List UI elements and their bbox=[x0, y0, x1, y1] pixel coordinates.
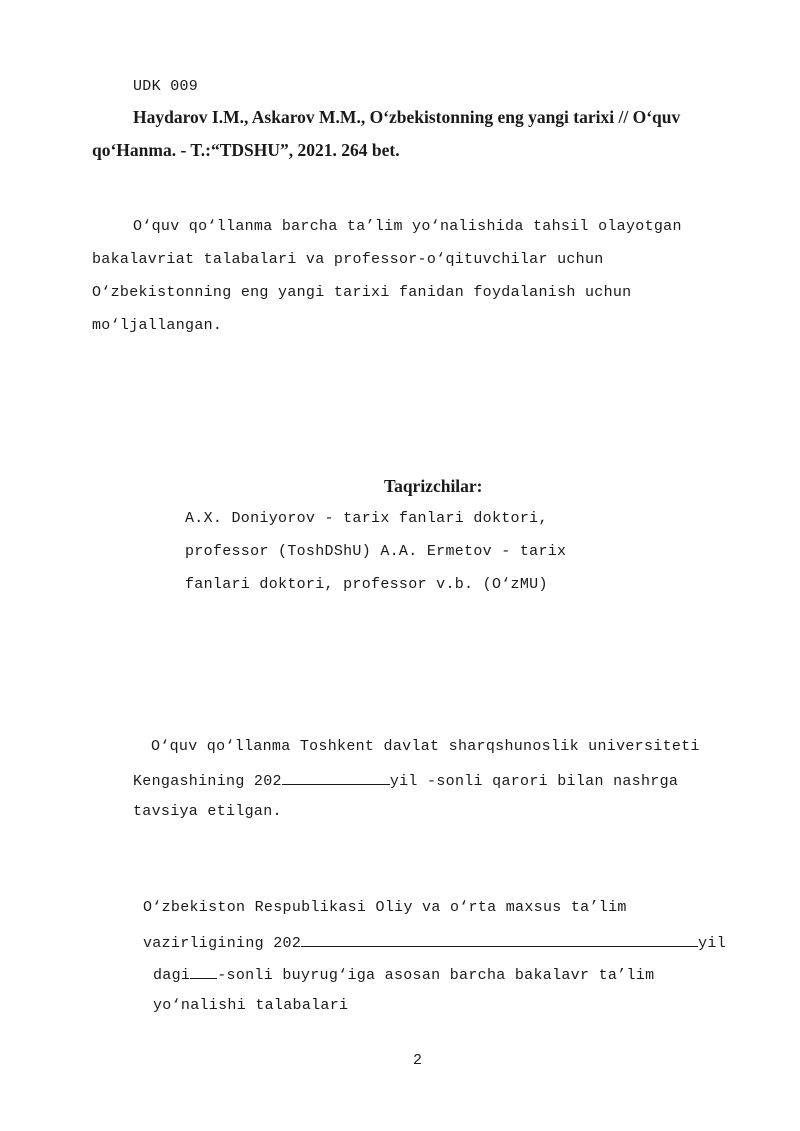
ministry-line-2 bbox=[143, 932, 726, 952]
ministry-dagi: dagi bbox=[153, 967, 191, 984]
ministry-blank-1 bbox=[301, 932, 698, 947]
council-line-2 bbox=[133, 770, 678, 790]
abstract-line-2: bakalavriat talabalari va professor-o‘qituvchilar uchun bbox=[92, 251, 604, 268]
abstract-line-1: O‘quv qo‘llanma barcha ta’lim yo‘nalishida tahsil olayotgan bbox=[133, 218, 682, 235]
ministry-line-4: yo‘nalishi talabalari bbox=[153, 997, 349, 1014]
reviewers-heading: Taqrizchilar: bbox=[384, 476, 483, 496]
reviewer-line-2: professor (ToshDShU) A.A. Ermetov - tarix bbox=[185, 543, 567, 560]
council-year-suffix: yil -sonli qarori bilan nashrga bbox=[389, 773, 679, 790]
ministry-order-text: -sonli buyrug‘iga asosan barcha bakalavr ta’lim bbox=[217, 967, 655, 984]
abstract-line-4: mo‘ljallangan. bbox=[92, 317, 223, 334]
ministry-year-prefix: vazirligining 202 bbox=[143, 935, 302, 952]
citation-line-2: qo‘Hanma. - T.:“TDSHU”, 2021. 264 bet. bbox=[92, 140, 400, 160]
reviewer-line-3: fanlari doktori, professor v.b. (O‘zMU) bbox=[185, 576, 548, 593]
council-line-3: tavsiya etilgan. bbox=[133, 803, 282, 820]
council-year-prefix: Kengashining 202 bbox=[133, 773, 282, 790]
council-blank bbox=[282, 770, 390, 785]
citation-line-1: Haydarov I.M., Askarov M.M., O‘zbekistonning eng yangi tarixi // O‘quv bbox=[133, 107, 681, 127]
ministry-blank-2 bbox=[190, 964, 217, 979]
abstract-line-3: O‘zbekistonning eng yangi tarixi fanidan foydalanish uchun bbox=[92, 284, 632, 301]
ministry-line-3 bbox=[153, 964, 654, 984]
council-line-1: O‘quv qo‘llanma Toshkent davlat sharqshunoslik universiteti bbox=[151, 738, 700, 755]
ministry-line-1: O‘zbekiston Respublikasi Oliy va o‘rta maxsus ta’lim bbox=[143, 899, 627, 916]
page-number: 2 bbox=[413, 1052, 423, 1069]
udk-code: UDK 009 bbox=[133, 78, 199, 95]
reviewer-line-1: A.X. Doniyorov - tarix fanlari doktori, bbox=[185, 510, 548, 527]
ministry-year-suffix: yil bbox=[698, 935, 727, 952]
